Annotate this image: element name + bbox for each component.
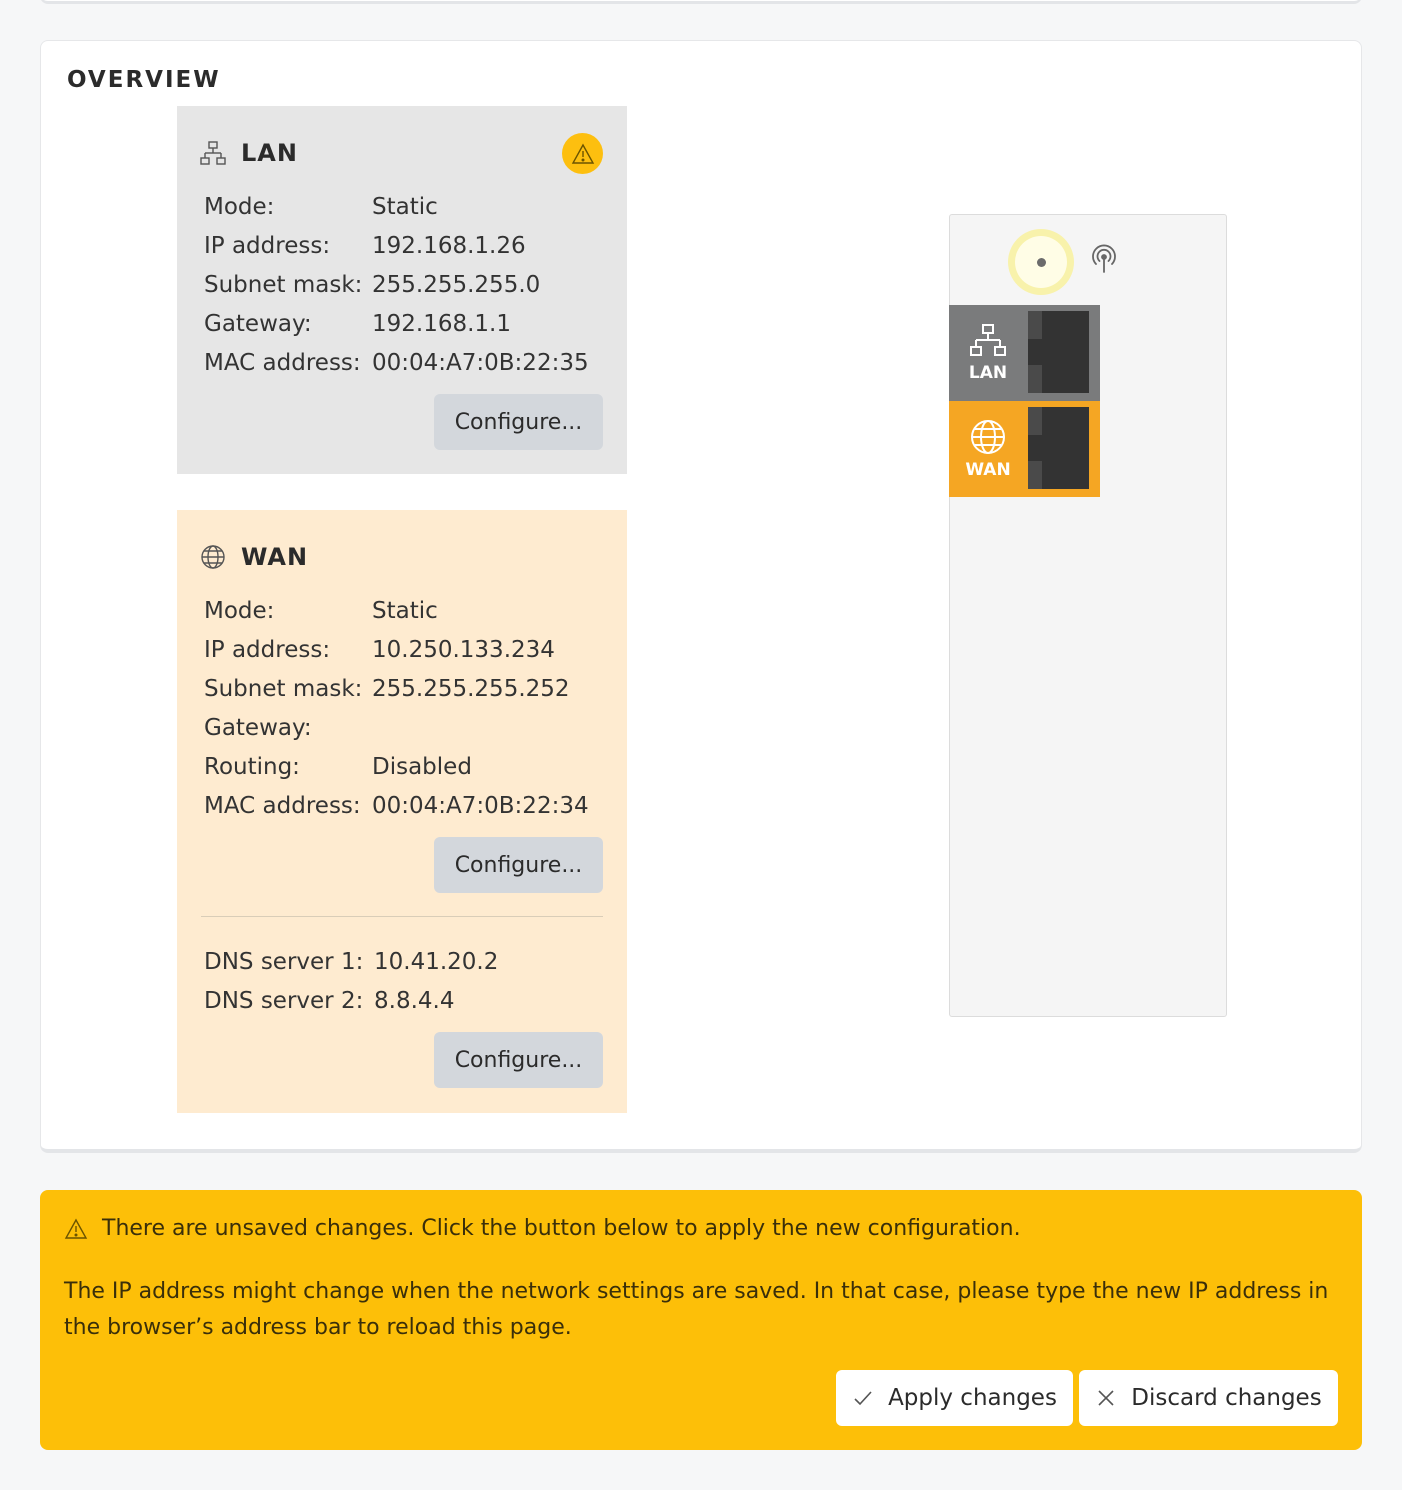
device-illustration [949, 214, 1227, 1017]
wan-panel-header [199, 542, 308, 572]
warning-icon [571, 142, 595, 166]
lan-title: LAN [241, 139, 298, 167]
lan-panel-header [199, 138, 298, 168]
close-icon [1095, 1387, 1117, 1409]
network-icon [968, 323, 1008, 359]
lan-row-mode: Mode: Static [204, 193, 438, 220]
wan-port [949, 401, 1100, 497]
globe-icon [969, 418, 1007, 456]
lan-panel [177, 106, 627, 474]
lan-configure-button[interactable]: Configure... [434, 394, 603, 450]
wan-panel [177, 510, 627, 1113]
alert-message-text: There are unsaved changes. Click the button below to apply the new configuration. [102, 1216, 1021, 1241]
dns-row-1: DNS server 1: 10.41.20.2 [204, 948, 499, 975]
wan-jack [1028, 407, 1089, 489]
dns-row-2: DNS server 2: 8.8.4.4 [204, 987, 455, 1014]
wan-configure-button[interactable]: Configure... [434, 837, 603, 893]
wan-row-routing: Routing: Disabled [204, 753, 472, 780]
check-icon [852, 1387, 874, 1409]
globe-icon [199, 543, 227, 571]
network-icon [199, 139, 227, 167]
wan-details [204, 591, 589, 825]
lan-warning-badge [562, 133, 603, 174]
status-led [1008, 229, 1074, 295]
antenna-icon [1087, 242, 1121, 276]
lan-row-gateway: Gateway: 192.168.1.1 [204, 310, 511, 337]
dns-configure-button[interactable]: Configure... [434, 1032, 603, 1088]
wan-row-mac: MAC address: 00:04:A7:0B:22:34 [204, 792, 589, 819]
alert-note: The IP address might change when the network settings are saved. In that case, please type the new IP address in the browser’s address bar to reload this page. [64, 1279, 1329, 1340]
overview-card [40, 40, 1362, 1153]
previous-card [40, 0, 1362, 4]
section-title: OVERVIEW [67, 67, 221, 93]
wan-port-label: WAN [965, 460, 1011, 480]
lan-details [204, 187, 589, 382]
dns-details [204, 942, 498, 1020]
discard-changes-button[interactable] [1079, 1370, 1338, 1426]
lan-port-label: LAN [968, 363, 1008, 383]
lan-row-subnet: Subnet mask: 255.255.255.0 [204, 271, 541, 298]
lan-row-ip: IP address: 192.168.1.26 [204, 232, 526, 259]
unsaved-changes-alert [40, 1190, 1362, 1450]
lan-row-mac: MAC address: 00:04:A7:0B:22:35 [204, 349, 589, 376]
alert-message [64, 1216, 1021, 1241]
wan-row-ip: IP address: 10.250.133.234 [204, 636, 555, 663]
apply-changes-button[interactable] [836, 1370, 1073, 1426]
lan-port [949, 305, 1100, 401]
discard-changes-label: Discard changes [1131, 1385, 1322, 1411]
wan-title: WAN [241, 543, 309, 571]
wan-row-subnet: Subnet mask: 255.255.255.252 [204, 675, 570, 702]
wan-row-mode: Mode: Static [204, 597, 438, 624]
wan-row-gateway: Gateway: [204, 714, 312, 741]
lan-jack [1028, 311, 1089, 393]
apply-changes-label: Apply changes [888, 1385, 1057, 1411]
warning-icon [64, 1217, 88, 1241]
wan-divider [201, 916, 603, 917]
